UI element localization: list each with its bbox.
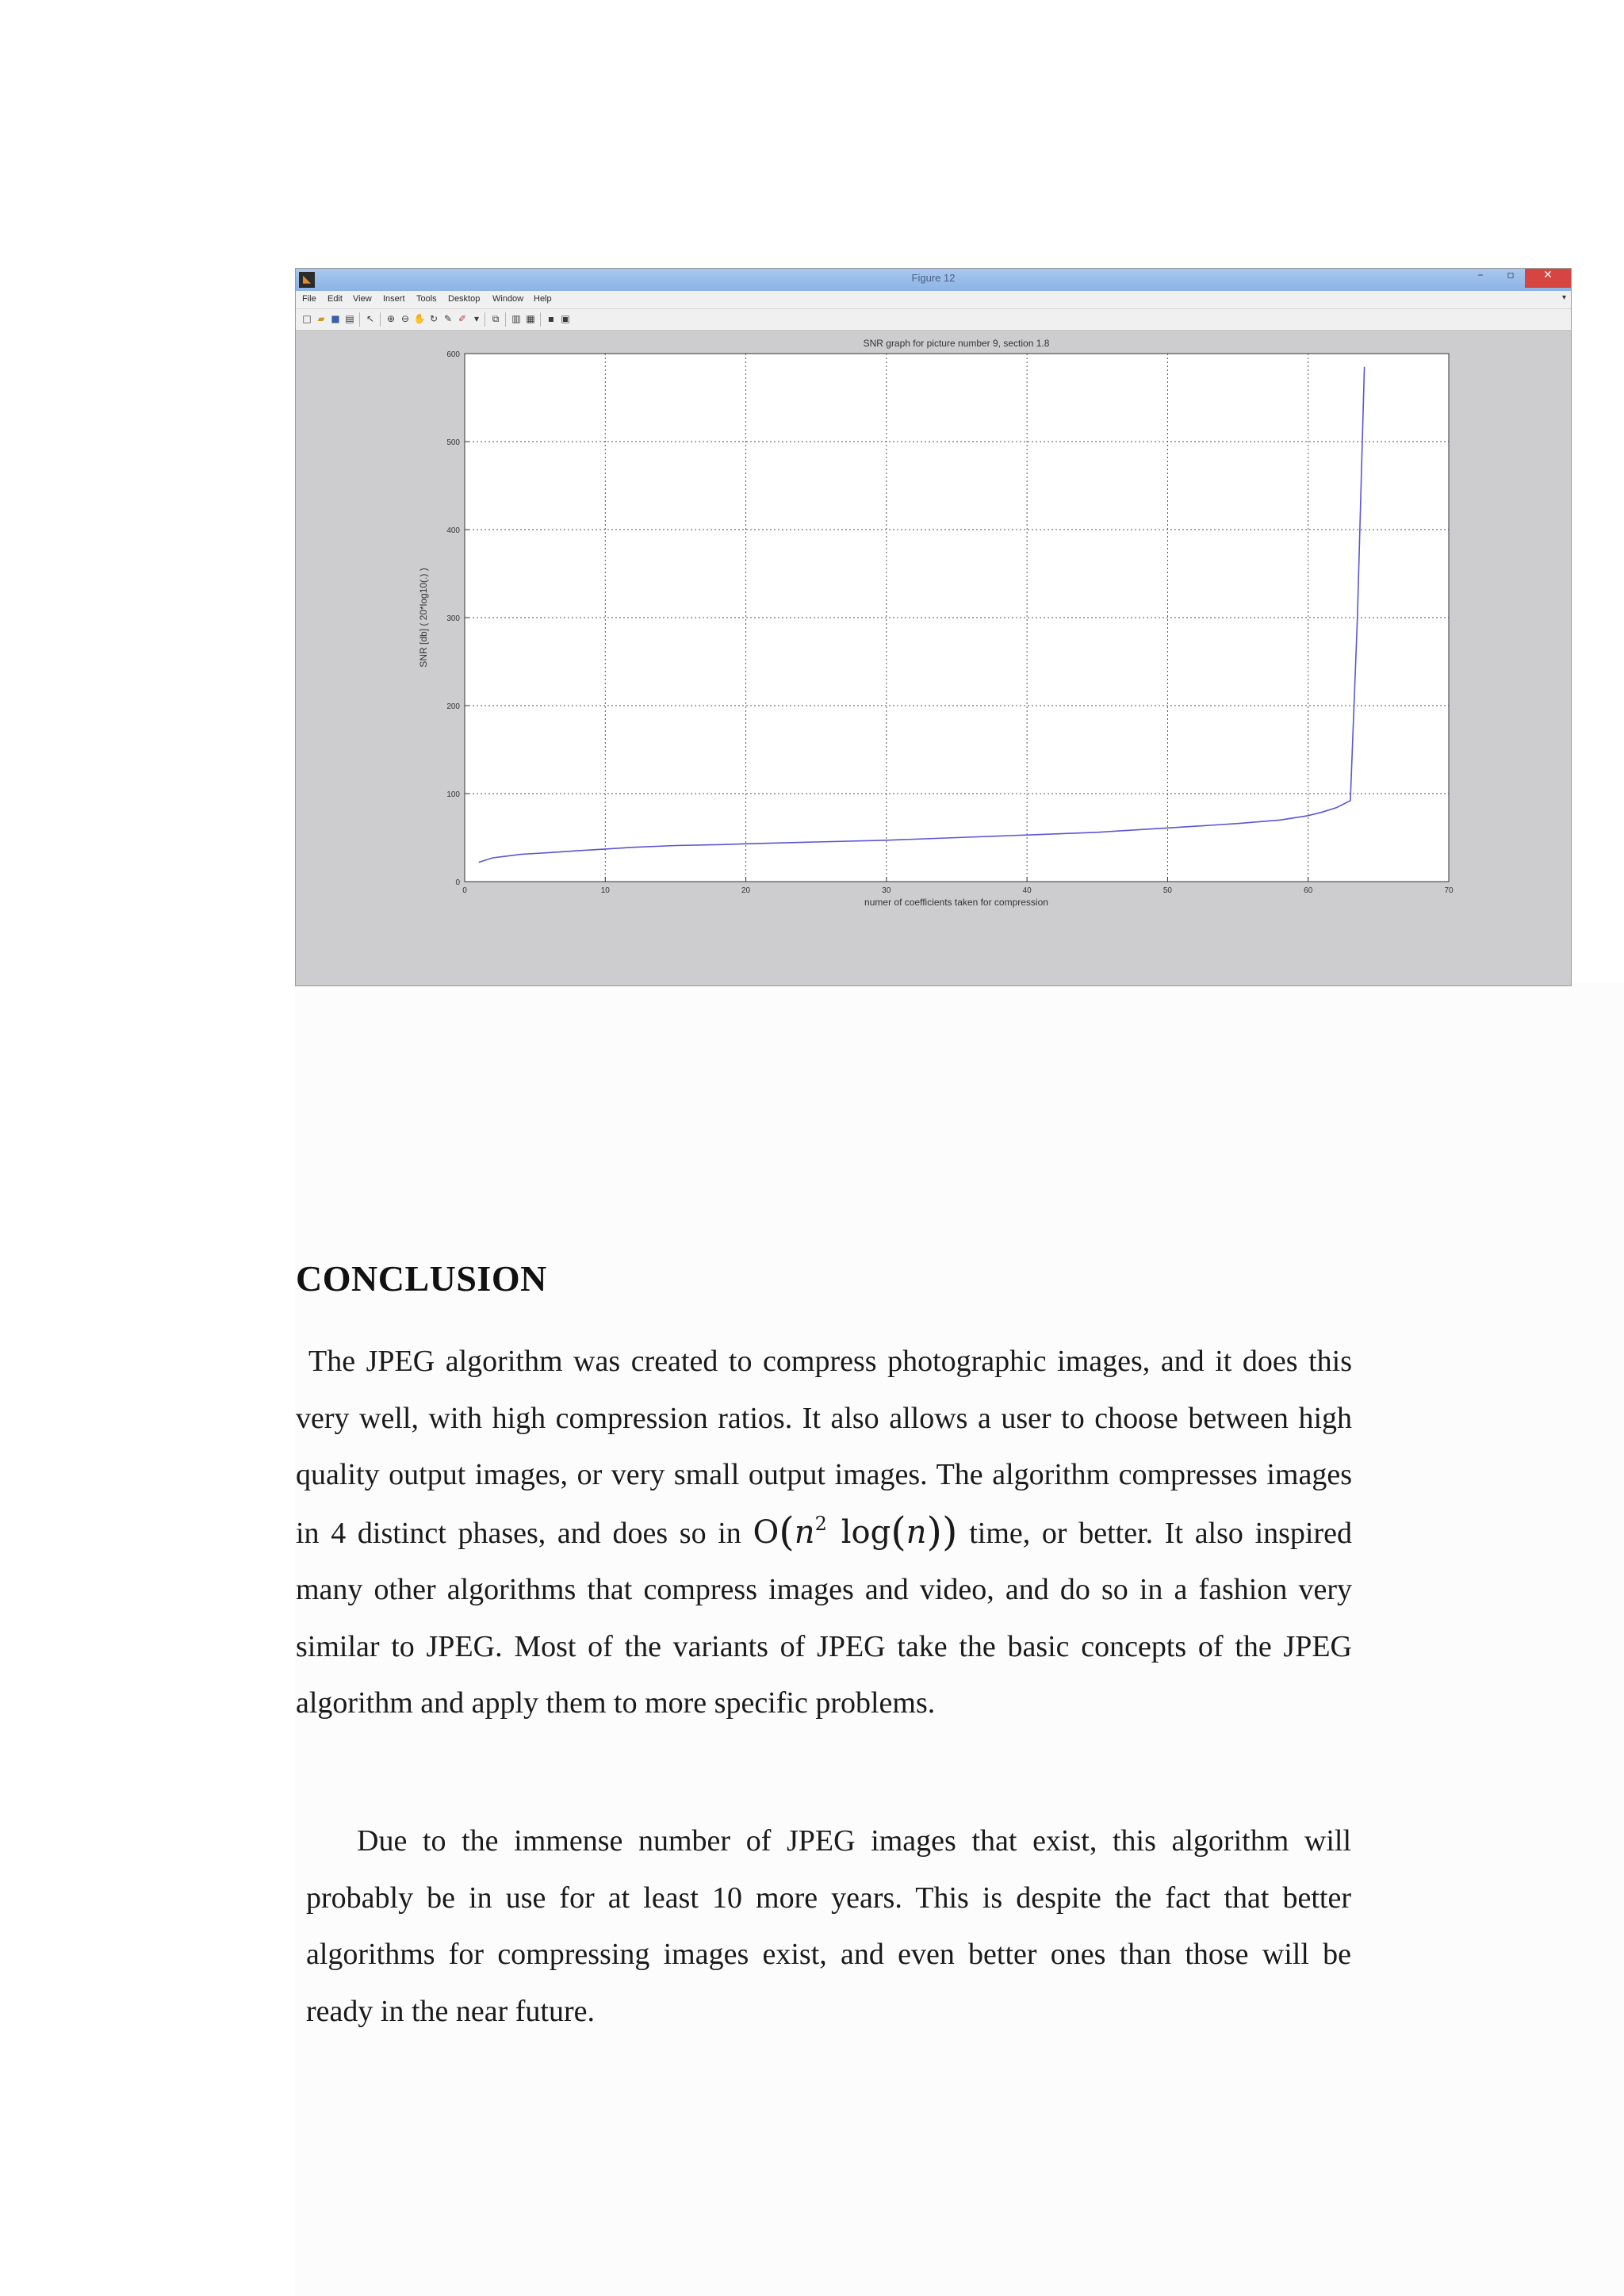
y-tick-label: 500 (446, 438, 460, 447)
formula-log-n: n (906, 1513, 927, 1551)
y-axis-label: SNR [db] ( 20*log10(.) ) (418, 568, 429, 668)
menu-tools[interactable]: Tools (416, 294, 437, 304)
zoom-in-icon[interactable]: ⊕ (386, 313, 396, 324)
y-tick-label: 300 (446, 614, 460, 623)
paragraph-1-text-after: time, or better. It also inspired many other algorithms that compress images and video, and do so in a fashion very similar to JPEG. Most of the variants of JPEG take the basic concepts of the JPEG algorithm and apply them to more specific problems. (296, 1516, 1352, 1720)
snr-line-chart (296, 331, 1571, 986)
brush-icon[interactable]: ✐ (458, 313, 467, 324)
close-button[interactable]: ✕ (1525, 269, 1571, 288)
show-plot-tools-icon[interactable]: ▣ (561, 313, 570, 324)
menu-help[interactable]: Help (534, 294, 552, 304)
new-figure-icon[interactable]: □ (302, 313, 312, 324)
figure-title: Figure 12 (911, 272, 956, 284)
formula-exponent: 2 (814, 1512, 827, 1535)
formula-big-o: O (753, 1513, 779, 1551)
complexity-formula (753, 1508, 958, 1555)
x-tick-label: 30 (882, 886, 891, 895)
menu-file[interactable]: File (302, 294, 316, 304)
print-icon[interactable]: ▤ (345, 313, 354, 324)
x-tick-label: 40 (1022, 886, 1032, 895)
edit-plot-arrow-icon[interactable]: ↖ (366, 313, 375, 324)
paragraph-1-text: The JPEG algorithm was created to compress photographic images, and it does this very well, with high compression ratios. It also allows a user to choose between high quality output images, or very small output images. The algorithm compresses images in 4 distinct phases, and does so in (296, 1345, 1352, 1550)
x-axis-label: numer of coefficients taken for compression (864, 897, 1048, 908)
hide-plot-tools-icon[interactable]: ▪ (547, 313, 555, 324)
figure-menubar (296, 291, 1571, 309)
chart-title: SNR graph for picture number 9, section 1.8 (863, 338, 1050, 349)
menu-insert[interactable]: Insert (383, 294, 405, 304)
formula-log: log (841, 1513, 891, 1551)
save-icon[interactable]: ■ (331, 313, 340, 324)
link-plot-icon[interactable]: ⧉ (492, 313, 500, 324)
menu-edit[interactable]: Edit (327, 294, 343, 304)
x-tick-label: 0 (462, 886, 467, 895)
figure-toolbar (296, 309, 1571, 331)
rotate-3d-icon[interactable]: ↻ (429, 313, 439, 324)
formula-n: n (794, 1513, 815, 1551)
figure-titlebar[interactable] (296, 269, 1571, 291)
formula-log-open: ( (891, 1508, 906, 1555)
menu-view[interactable]: View (353, 294, 372, 304)
zoom-out-icon[interactable]: ⊖ (400, 313, 410, 324)
toolbar-separator (505, 312, 506, 327)
toolbar-separator (359, 312, 360, 327)
formula-open-paren: ( (779, 1508, 795, 1555)
open-file-icon[interactable]: ▰ (317, 313, 325, 324)
y-tick-label: 400 (446, 526, 460, 535)
maximize-button[interactable]: ▫ (1507, 269, 1515, 281)
y-tick-label: 200 (446, 702, 460, 711)
matlab-logo-icon: ◣ (299, 272, 315, 288)
menu-desktop[interactable]: Desktop (448, 294, 481, 304)
x-tick-label: 10 (600, 886, 610, 895)
formula-log-close: ) (926, 1508, 943, 1555)
menu-dock-arrow-icon[interactable]: ▾ (1561, 293, 1566, 302)
section-heading: CONCLUSION (296, 1258, 547, 1299)
x-tick-label: 60 (1304, 886, 1313, 895)
toolbar-separator (380, 312, 381, 327)
pan-icon[interactable]: ✋ (413, 313, 426, 324)
conclusion-paragraph-1 (296, 1334, 1352, 1732)
formula-close-paren: ) (942, 1508, 958, 1555)
figure-window (295, 268, 1572, 986)
brush-options-chevron-icon[interactable]: ▾ (473, 313, 480, 324)
insert-colorbar-icon[interactable]: ▥ (511, 313, 521, 324)
conclusion-paragraph-2: Due to the immense number of JPEG images that exist, this algorithm will probably be in use for at least 10 more years. This is despite the fact that better algorithms for compressing images exist, and even better ones than those will be ready in the near future. (306, 1824, 1351, 2028)
y-tick-label: 100 (446, 790, 460, 799)
x-tick-label: 70 (1444, 886, 1454, 895)
minimize-button[interactable]: – (1477, 269, 1484, 281)
y-tick-label: 0 (455, 878, 460, 887)
data-cursor-icon[interactable]: ✎ (443, 313, 453, 324)
insert-legend-icon[interactable]: ▦ (526, 313, 535, 324)
toolbar-separator (540, 312, 541, 327)
menu-window[interactable]: Window (492, 294, 524, 304)
x-tick-label: 50 (1162, 886, 1172, 895)
x-tick-label: 20 (741, 886, 751, 895)
y-tick-label: 600 (446, 350, 460, 359)
